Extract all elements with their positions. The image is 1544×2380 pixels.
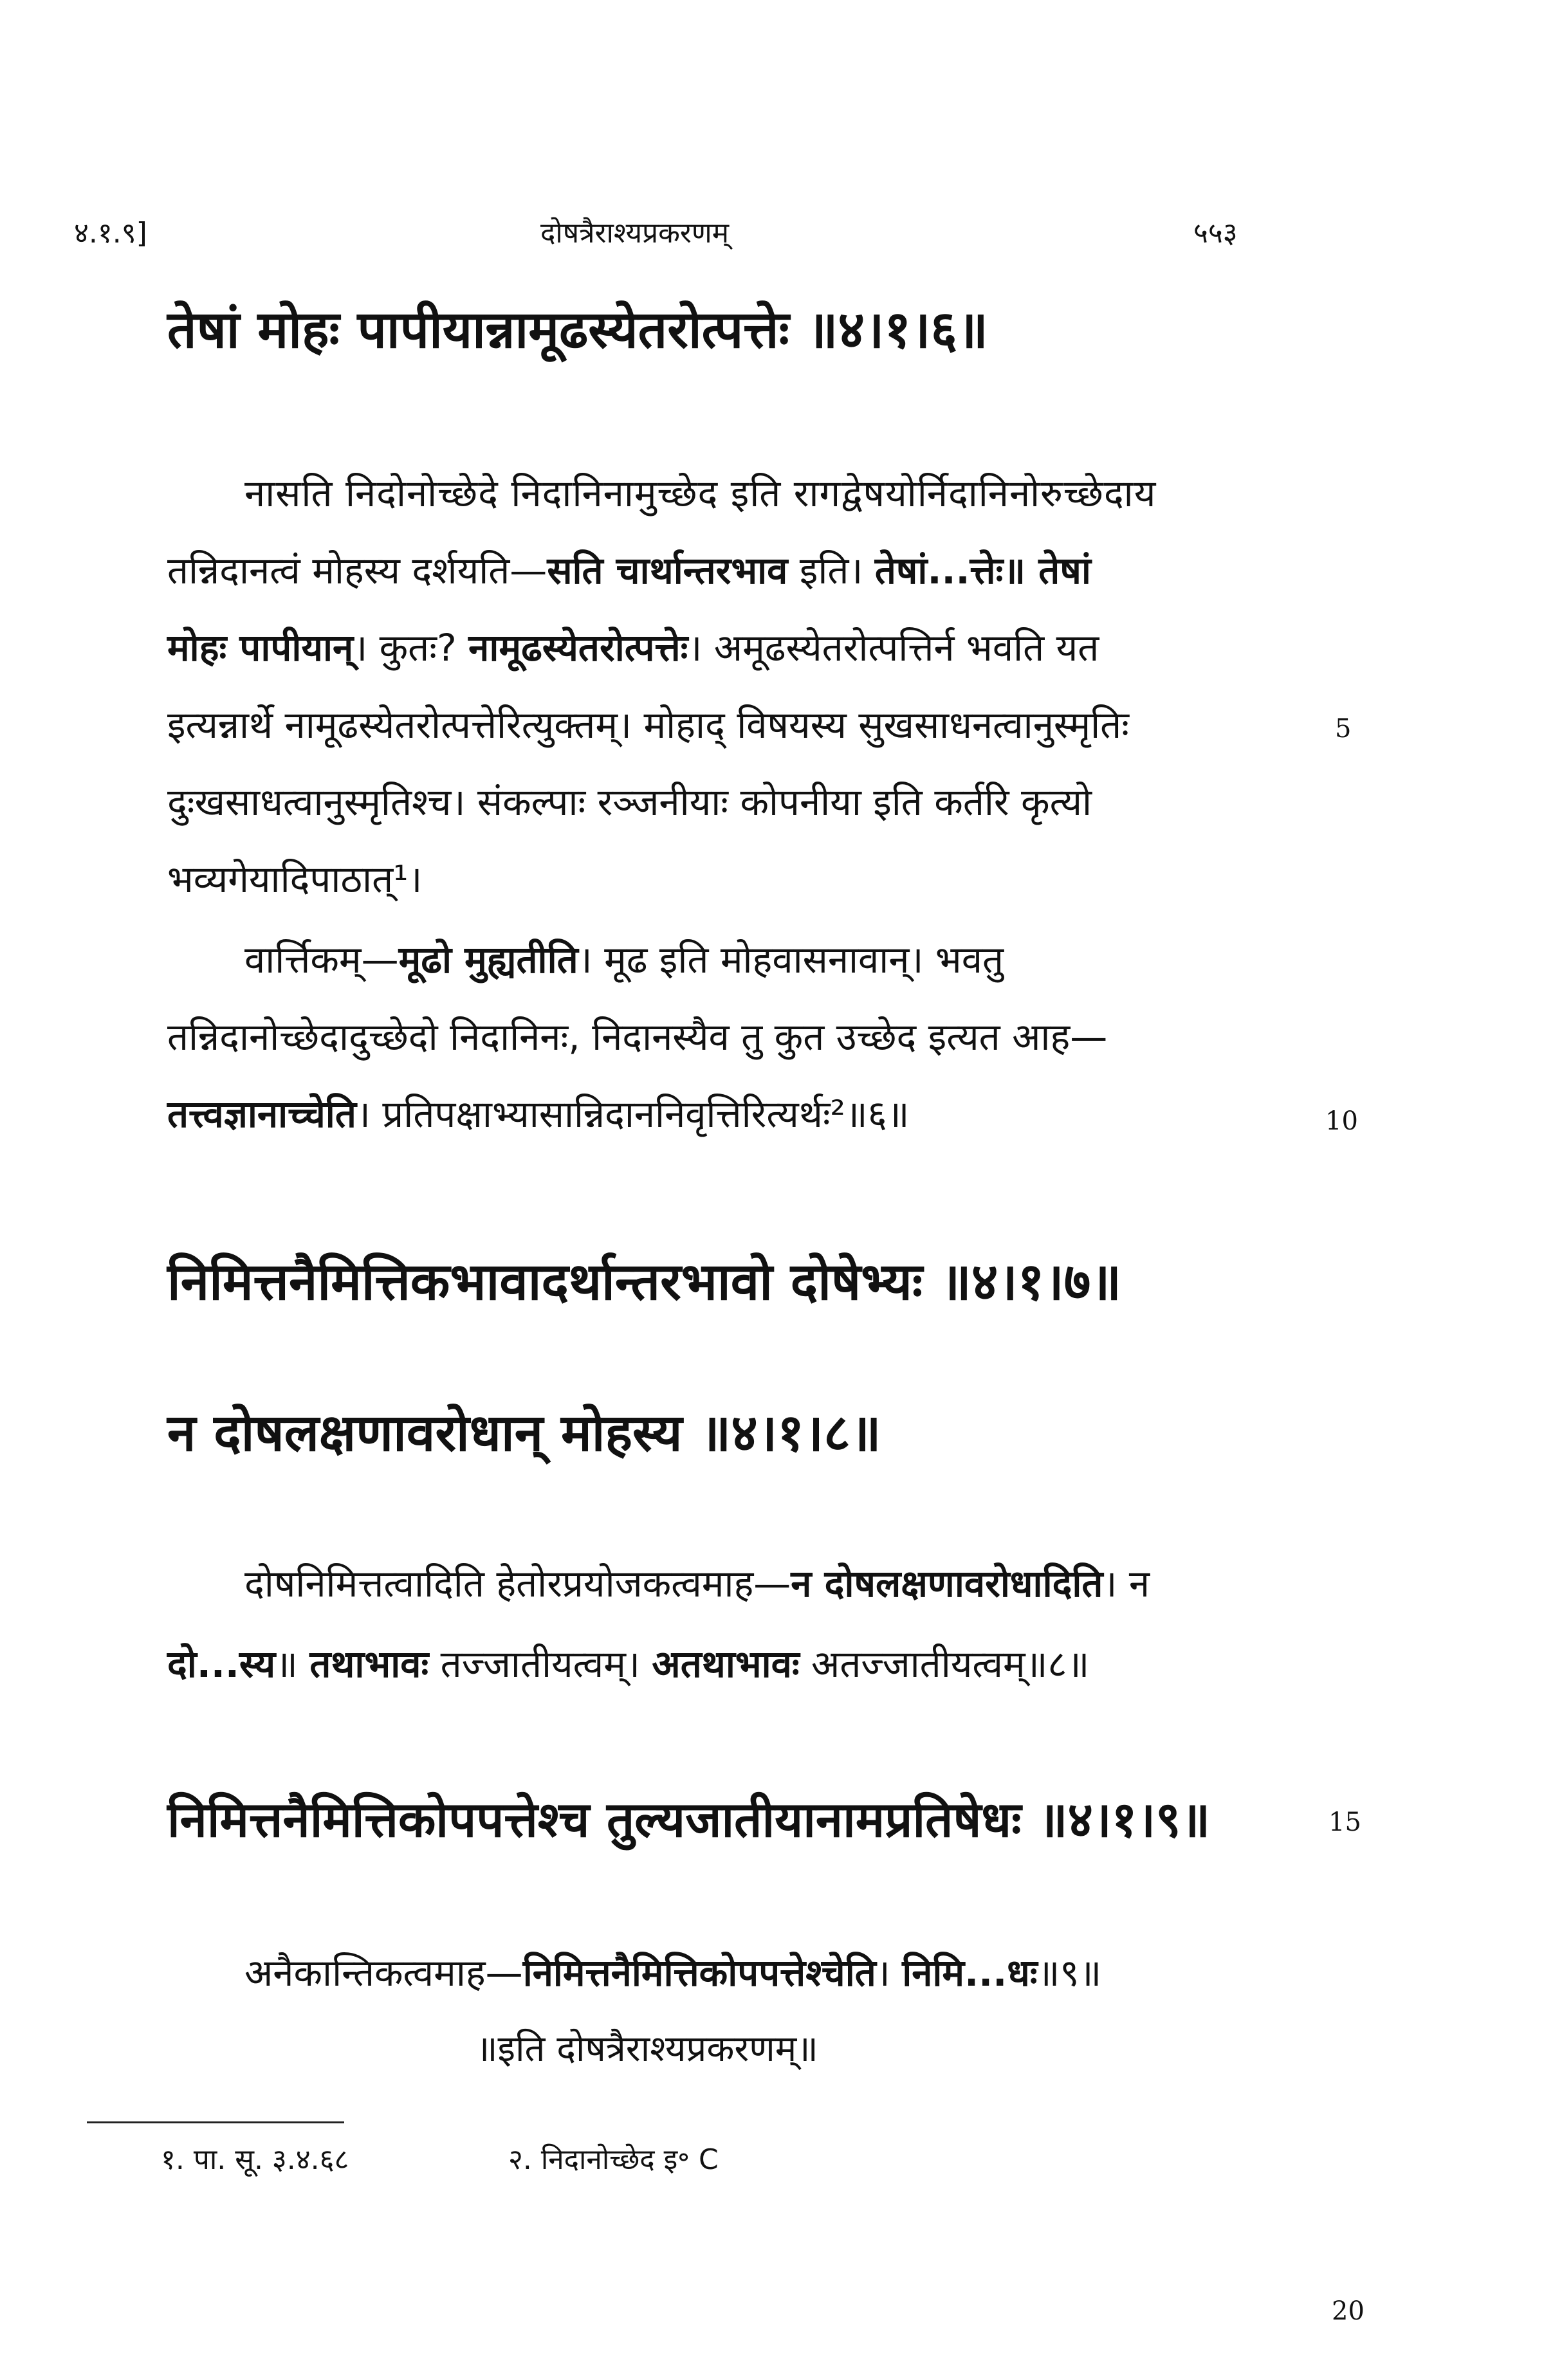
header-section-number: ४.१.९] (74, 217, 147, 250)
sutra-4-1-8: न दोषलक्षणावरोधान् मोहस्य ॥४।१।८॥ (167, 1403, 881, 1463)
commentary-line-5: दुःखसाधत्वानुस्मृतिश्च। संकल्पाः रञ्जनीयाः कोपनीया इति कर्तरि कृत्यो (167, 780, 1092, 824)
line-number-15: 15 (1328, 1808, 1361, 1837)
footnote-rule (87, 2121, 344, 2123)
commentary-2-line-2: दो...स्य॥ तथाभावः तज्जातीयत्वम्। अतथाभावः अतज्जातीयत्वम्॥८॥ (167, 1642, 1090, 1686)
sutra-4-1-7: निमित्तनैमित्तिकभावादर्थान्तरभावो दोषेभ्यः ॥४।१।७॥ (167, 1252, 1122, 1312)
footnote-2: २. निदानोच्छेद इ॰ C (508, 2143, 719, 2176)
header-title: दोषत्रैराश्यप्रकरणम् (540, 217, 730, 250)
commentary-line-1: नासति निदोनोच्छेदे निदानिनामुच्छेद इति रागद्वेषयोर्निदानिनोरुच्छेदाय (244, 471, 1157, 515)
commentary-line-7: वार्त्तिकम्—मूढो मुह्यतीति। मूढ इति मोहवासनावान्। भवतु (244, 938, 1004, 982)
sutra-4-1-9: निमित्तनैमित्तिकोपपत्तेश्च तुल्यजातीयानामप्रतिषेधः ॥४।१।९॥ (167, 1791, 1211, 1848)
commentary-line-6: भव्यगेयादिपाठात्¹। (167, 857, 423, 901)
commentary-line-3: मोहः पापीयान्। कुतः? नामूढस्येतरोत्पत्तेः। अमूढस्येतरोत्पत्तिर्न भवति यत (167, 626, 1099, 670)
header-page-number: ५५३ (1193, 217, 1238, 250)
commentary-line-4: इत्यन्नार्थे नामूढस्येतरोत्पत्तेरित्युक्तम्। मोहाद् विषयस्य सुखसाधनत्वानुस्मृतिः (167, 703, 1129, 747)
commentary-line-8: तन्निदानोच्छेदादुच्छेदो निदानिनः, निदानस्यैव तु कुत उच्छेद इत्यत आह— (167, 1015, 1108, 1059)
commentary-4-1-9: अनैकान्तिकत्वमाह—निमित्तनैमित्तिकोपपत्तेश्चेति। निमि...धः॥९॥ (244, 1951, 1102, 1995)
sutra-4-1-6: तेषां मोहः पापीयान्नामूढस्येतरोत्पत्तेः ॥४।१।६॥ (167, 300, 988, 360)
signature-mark: 20 (1332, 2296, 1365, 2326)
line-number-5: 5 (1335, 714, 1352, 744)
footnote-1: १. पा. सू. ३.४.६८ (161, 2143, 349, 2176)
commentary-2-line-1: दोषनिमित्तत्वादिति हेतोरप्रयोजकत्वमाह—न दोषलक्षणावरोधादिति। न (244, 1562, 1150, 1606)
commentary-line-9: तत्त्वज्ञानाच्चेति। प्रतिपक्षाभ्यासान्निदाननिवृत्तिरित्यर्थः²॥६॥ (167, 1092, 910, 1136)
line-number-10: 10 (1325, 1106, 1358, 1136)
colophon: ॥इति दोषत्रैराश्यप्रकरणम्॥ (476, 2028, 818, 2070)
commentary-line-2: तन्निदानत्वं मोहस्य दर्शयति—सति चार्थान्तरभाव इति। तेषां...त्तेः॥ तेषां (167, 549, 1091, 592)
